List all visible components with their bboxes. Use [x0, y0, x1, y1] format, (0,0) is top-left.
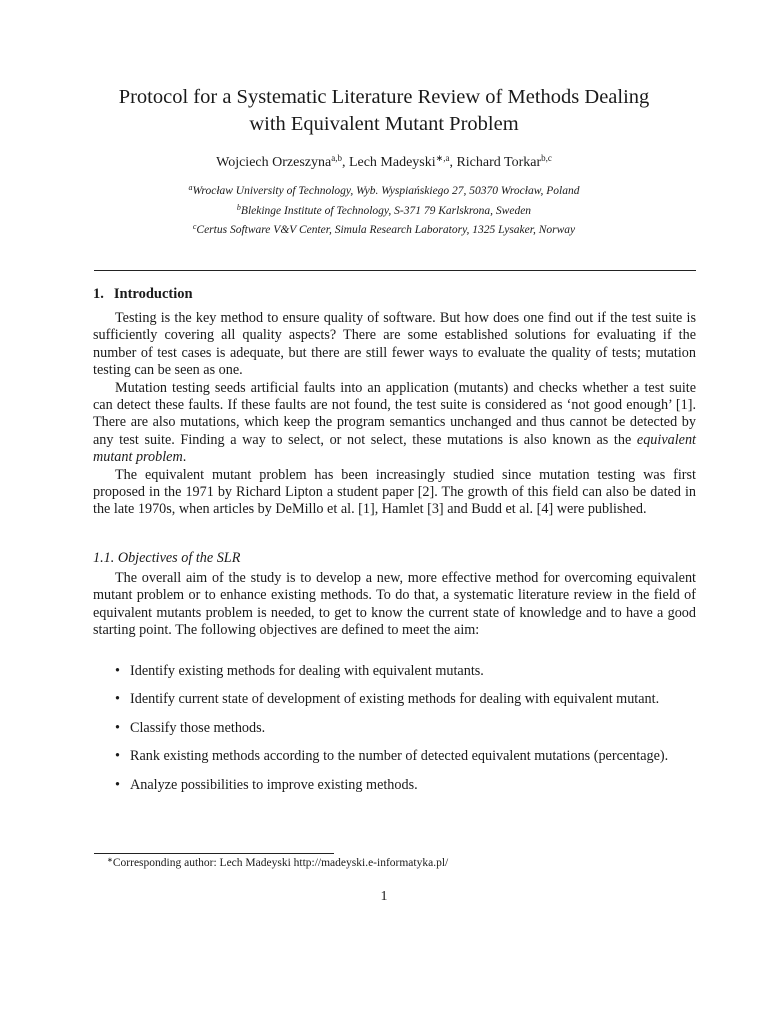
- paragraph-text: .: [182, 449, 187, 466]
- paragraph: [93, 380, 696, 467]
- paragraph: The overall aim of the study is to develop a new, more effective method for overcoming equivalent mutant problem or to enhance existing methods. To do that, a systematic literature review in the field of equivalent mutants problem is needed, to get to know the current state of knowledge and to have a good starting point. The following objectives are defined to meet the aim:: [93, 570, 696, 639]
- emphasized-term: equivalent mutant problem: [93, 431, 696, 466]
- paragraph-text: Mutation testing seeds artificial faults into an application (mutants) and checks whether a test suite can detect these faults. If these faults are not found, the test suite is considered as ‘not good enough’ [1]. There are also mutations, which keep the program semantics unchanged and thus cannot be detected by any test suite. Finding a way to select, or not select, these mutations is also known as the: [93, 379, 696, 448]
- list-item-text: Identify existing methods for dealing with equivalent mutants.: [130, 663, 484, 679]
- author-list: [60, 153, 708, 171]
- bullet-icon: •: [115, 691, 120, 708]
- title-line-1: Protocol for a Systematic Literature Review of Methods Dealing: [118, 86, 650, 108]
- list-item: [93, 720, 696, 737]
- list-item: [93, 777, 696, 794]
- author-name: Lech Madeyski: [348, 155, 436, 170]
- subsection-heading: 1.1. Objectives of the SLR: [93, 550, 241, 566]
- author-affiliation-mark: b,c: [541, 153, 552, 163]
- footnote-divider: [94, 853, 334, 854]
- bullet-icon: •: [115, 663, 120, 679]
- paper-title: [60, 84, 708, 138]
- affiliation-mark: c: [192, 222, 197, 231]
- author-name: Wojciech Orzeszyna: [216, 155, 332, 170]
- affiliation: [60, 219, 708, 239]
- list-item: [93, 691, 696, 708]
- bullet-icon: •: [115, 719, 120, 736]
- author-separator: ,: [341, 155, 349, 170]
- affiliation-text: Blekinge Institute of Technology, S-371 79 Karlskrona, Sweden: [240, 204, 532, 217]
- bullet-icon: •: [115, 748, 120, 765]
- paragraph: Testing is the key method to ensure quality of software. But how does one find out if the test suite is sufficiently covering all quality aspects? There are some established solutions for evaluating if the number of test cases is adequate, but there are still fewer ways to evaluate the quality of tests; mutation testing can be seen as one.: [93, 310, 696, 379]
- page-number: 1: [380, 889, 388, 904]
- footnote-text: Corresponding author: Lech Madeyski http://madeyski.e-informatyka.pl/: [112, 857, 449, 869]
- affiliation-text: Certus Software V&V Center, Simula Research Laboratory, 1325 Lysaker, Norway: [196, 224, 576, 236]
- footnote-mark: ∗: [107, 856, 113, 864]
- objectives-list: [93, 663, 696, 805]
- introduction-body: [93, 310, 696, 519]
- section-number: 1.: [93, 286, 104, 302]
- author-affiliation-mark: a,b: [331, 153, 342, 163]
- list-item-text: Rank existing methods according to the number of detected equivalent mutations (percentage).: [130, 748, 669, 765]
- affiliation: [60, 200, 708, 220]
- affiliation-list: [60, 180, 708, 239]
- affiliation: [60, 180, 708, 200]
- author-separator: ,: [449, 155, 457, 170]
- author-affiliation-mark: ∗,a: [435, 153, 450, 163]
- affiliation-mark: a: [188, 183, 193, 192]
- section-title: Introduction: [113, 286, 193, 302]
- list-item: [93, 663, 696, 680]
- header-divider: [94, 270, 696, 271]
- author-name: Richard Torkar: [456, 155, 542, 170]
- footnote: [107, 856, 448, 869]
- objectives-body: [93, 570, 696, 640]
- section-heading: [93, 286, 193, 303]
- list-item-text: Analyze possibilities to improve existing methods.: [130, 776, 418, 793]
- list-item-text: Identify current state of development of existing methods for dealing with equivalent mutant.: [130, 691, 660, 708]
- title-line-2: with Equivalent Mutant Problem: [249, 113, 519, 135]
- affiliation-text: Wrocław University of Technology, Wyb. Wyspiańskiego 27, 50370 Wrocław, Poland: [192, 185, 580, 197]
- affiliation-mark: b: [236, 202, 241, 212]
- list-item: [93, 748, 696, 765]
- paragraph: The equivalent mutant problem has been increasingly studied since mutation testing was first proposed in the 1971 by Richard Lipton a student paper [2]. The growth of this field can also be dated in the late 1970s, when articles by DeMillo et al. [1], Hamlet [3] and Budd et al. [4] were published.: [93, 466, 696, 518]
- list-item-text: Classify those methods.: [130, 719, 266, 736]
- bullet-icon: •: [115, 776, 120, 793]
